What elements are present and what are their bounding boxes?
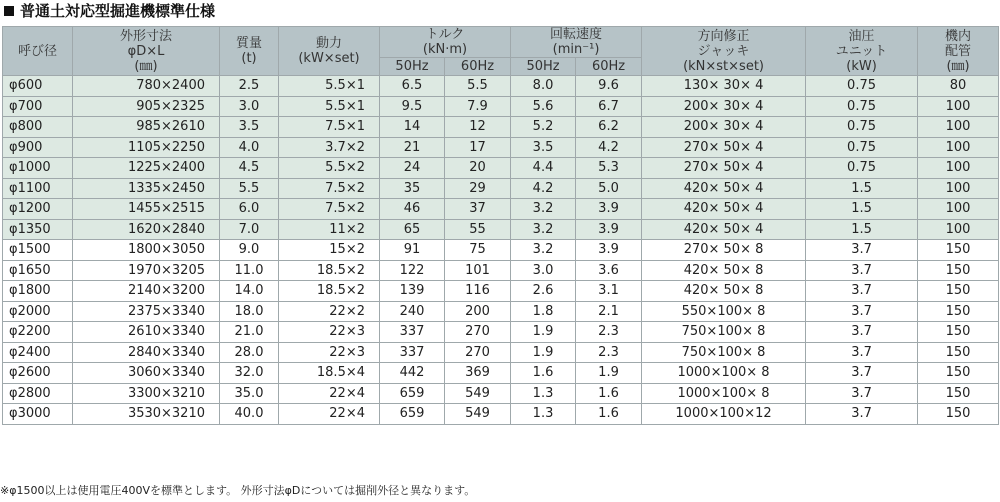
cell-speed-60hz: 1.9 <box>576 363 642 384</box>
table-row <box>3 322 999 343</box>
cell-dimensions: 3060×3340 <box>73 363 220 384</box>
cell-jack: 420× 50× 8 <box>642 260 806 281</box>
cell-speed-50hz: 3.5 <box>511 137 576 158</box>
cell-dimensions: 2375×3340 <box>73 301 220 322</box>
cell-mass: 5.5 <box>220 178 279 199</box>
cell-diameter: φ2600 <box>3 363 73 384</box>
cell-jack: 420× 50× 4 <box>642 199 806 220</box>
cell-dimensions: 780×2400 <box>73 76 220 97</box>
header-oil-unit: 油圧 ユニット (kW) <box>806 27 918 76</box>
cell-jack: 270× 50× 4 <box>642 137 806 158</box>
cell-torque-50hz: 21 <box>380 137 445 158</box>
cell-dimensions: 1970×3205 <box>73 260 220 281</box>
cell-power: 7.5×2 <box>279 199 380 220</box>
cell-torque-60hz: 7.9 <box>445 96 511 117</box>
header-torque: トルク (kN·m) <box>380 27 511 58</box>
cell-torque-50hz: 91 <box>380 240 445 261</box>
cell-diameter: φ1800 <box>3 281 73 302</box>
table-row <box>3 96 999 117</box>
cell-mass: 32.0 <box>220 363 279 384</box>
cell-torque-50hz: 659 <box>380 383 445 404</box>
cell-mass: 28.0 <box>220 342 279 363</box>
cell-diameter: φ1650 <box>3 260 73 281</box>
cell-speed-50hz: 3.0 <box>511 260 576 281</box>
cell-speed-60hz: 6.2 <box>576 117 642 138</box>
cell-diameter: φ1000 <box>3 158 73 179</box>
cell-diameter: φ700 <box>3 96 73 117</box>
table-row <box>3 363 999 384</box>
cell-oil-unit: 3.7 <box>806 301 918 322</box>
cell-power: 11×2 <box>279 219 380 240</box>
cell-power: 15×2 <box>279 240 380 261</box>
cell-speed-60hz: 5.3 <box>576 158 642 179</box>
header-torque-50hz: 50Hz <box>380 58 445 76</box>
cell-torque-50hz: 659 <box>380 404 445 425</box>
cell-dimensions: 1620×2840 <box>73 219 220 240</box>
cell-dimensions: 3300×3210 <box>73 383 220 404</box>
cell-power: 3.7×2 <box>279 137 380 158</box>
cell-speed-50hz: 5.2 <box>511 117 576 138</box>
cell-speed-60hz: 9.6 <box>576 76 642 97</box>
cell-speed-60hz: 5.0 <box>576 178 642 199</box>
cell-torque-60hz: 5.5 <box>445 76 511 97</box>
header-speed: 回転速度 (min⁻¹) <box>511 27 642 58</box>
cell-speed-50hz: 3.2 <box>511 219 576 240</box>
table-row <box>3 219 999 240</box>
cell-oil-unit: 0.75 <box>806 117 918 138</box>
cell-pipe: 150 <box>918 322 999 343</box>
cell-mass: 14.0 <box>220 281 279 302</box>
cell-dimensions: 2610×3340 <box>73 322 220 343</box>
cell-torque-60hz: 369 <box>445 363 511 384</box>
cell-diameter: φ1500 <box>3 240 73 261</box>
cell-torque-60hz: 55 <box>445 219 511 240</box>
cell-pipe: 100 <box>918 158 999 179</box>
cell-diameter: φ1350 <box>3 219 73 240</box>
cell-mass: 4.0 <box>220 137 279 158</box>
cell-jack: 420× 50× 4 <box>642 178 806 199</box>
cell-speed-60hz: 3.6 <box>576 260 642 281</box>
cell-jack: 420× 50× 8 <box>642 281 806 302</box>
cell-diameter: φ900 <box>3 137 73 158</box>
cell-jack: 270× 50× 8 <box>642 240 806 261</box>
cell-pipe: 100 <box>918 117 999 138</box>
cell-power: 18.5×4 <box>279 363 380 384</box>
cell-power: 22×3 <box>279 342 380 363</box>
cell-oil-unit: 3.7 <box>806 383 918 404</box>
cell-torque-50hz: 14 <box>380 117 445 138</box>
cell-jack: 750×100× 8 <box>642 342 806 363</box>
cell-mass: 11.0 <box>220 260 279 281</box>
cell-oil-unit: 3.7 <box>806 363 918 384</box>
header-mass: 質量 (t) <box>220 27 279 76</box>
cell-diameter: φ2200 <box>3 322 73 343</box>
cell-dimensions: 2140×3200 <box>73 281 220 302</box>
cell-mass: 6.0 <box>220 199 279 220</box>
cell-torque-50hz: 442 <box>380 363 445 384</box>
cell-speed-60hz: 3.1 <box>576 281 642 302</box>
table-row <box>3 260 999 281</box>
header-pipe: 機内 配管 (㎜) <box>918 27 999 76</box>
cell-torque-60hz: 29 <box>445 178 511 199</box>
cell-pipe: 150 <box>918 240 999 261</box>
cell-torque-50hz: 139 <box>380 281 445 302</box>
cell-pipe: 150 <box>918 342 999 363</box>
cell-speed-50hz: 1.9 <box>511 322 576 343</box>
cell-torque-50hz: 65 <box>380 219 445 240</box>
cell-pipe: 100 <box>918 219 999 240</box>
cell-dimensions: 3530×3210 <box>73 404 220 425</box>
cell-oil-unit: 3.7 <box>806 260 918 281</box>
cell-speed-50hz: 3.2 <box>511 199 576 220</box>
cell-mass: 9.0 <box>220 240 279 261</box>
cell-jack: 420× 50× 4 <box>642 219 806 240</box>
cell-oil-unit: 3.7 <box>806 322 918 343</box>
cell-power: 22×2 <box>279 301 380 322</box>
cell-pipe: 150 <box>918 260 999 281</box>
cell-jack: 270× 50× 4 <box>642 158 806 179</box>
cell-oil-unit: 3.7 <box>806 281 918 302</box>
cell-diameter: φ2400 <box>3 342 73 363</box>
cell-mass: 4.5 <box>220 158 279 179</box>
cell-power: 7.5×1 <box>279 117 380 138</box>
cell-dimensions: 1335×2450 <box>73 178 220 199</box>
cell-oil-unit: 3.7 <box>806 240 918 261</box>
cell-torque-50hz: 35 <box>380 178 445 199</box>
cell-mass: 3.5 <box>220 117 279 138</box>
cell-pipe: 150 <box>918 404 999 425</box>
table-header <box>3 27 999 76</box>
cell-oil-unit: 0.75 <box>806 137 918 158</box>
cell-mass: 7.0 <box>220 219 279 240</box>
cell-speed-50hz: 4.4 <box>511 158 576 179</box>
cell-pipe: 100 <box>918 137 999 158</box>
cell-torque-60hz: 75 <box>445 240 511 261</box>
cell-torque-60hz: 17 <box>445 137 511 158</box>
table-row <box>3 342 999 363</box>
cell-oil-unit: 3.7 <box>806 342 918 363</box>
cell-torque-50hz: 122 <box>380 260 445 281</box>
cell-torque-50hz: 6.5 <box>380 76 445 97</box>
cell-pipe: 100 <box>918 96 999 117</box>
cell-torque-60hz: 549 <box>445 383 511 404</box>
table-row <box>3 117 999 138</box>
table-row <box>3 404 999 425</box>
cell-oil-unit: 0.75 <box>806 76 918 97</box>
cell-pipe: 150 <box>918 383 999 404</box>
cell-speed-50hz: 1.3 <box>511 383 576 404</box>
cell-speed-50hz: 1.8 <box>511 301 576 322</box>
cell-jack: 550×100× 8 <box>642 301 806 322</box>
cell-torque-60hz: 37 <box>445 199 511 220</box>
cell-power: 22×4 <box>279 383 380 404</box>
cell-speed-60hz: 3.9 <box>576 199 642 220</box>
cell-pipe: 150 <box>918 301 999 322</box>
cell-speed-50hz: 4.2 <box>511 178 576 199</box>
cell-jack: 750×100× 8 <box>642 322 806 343</box>
header-speed-60hz: 60Hz <box>576 58 642 76</box>
cell-speed-60hz: 6.7 <box>576 96 642 117</box>
cell-dimensions: 1225×2400 <box>73 158 220 179</box>
cell-power: 5.5×1 <box>279 96 380 117</box>
footnote: ※φ1500以上は使用電圧400Vを標準とします。 外形寸法φDについては掘削外径と異なります。 <box>0 484 476 497</box>
cell-mass: 35.0 <box>220 383 279 404</box>
cell-diameter: φ600 <box>3 76 73 97</box>
cell-jack: 1000×100× 8 <box>642 363 806 384</box>
cell-mass: 3.0 <box>220 96 279 117</box>
cell-speed-60hz: 3.9 <box>576 219 642 240</box>
cell-jack: 130× 30× 4 <box>642 76 806 97</box>
page-title <box>0 0 1000 22</box>
cell-speed-60hz: 2.3 <box>576 322 642 343</box>
cell-torque-60hz: 200 <box>445 301 511 322</box>
cell-speed-50hz: 3.2 <box>511 240 576 261</box>
cell-torque-60hz: 270 <box>445 322 511 343</box>
cell-speed-60hz: 2.3 <box>576 342 642 363</box>
cell-dimensions: 2840×3340 <box>73 342 220 363</box>
cell-speed-50hz: 1.9 <box>511 342 576 363</box>
cell-power: 22×3 <box>279 322 380 343</box>
cell-pipe: 100 <box>918 199 999 220</box>
cell-diameter: φ2000 <box>3 301 73 322</box>
cell-oil-unit: 3.7 <box>806 404 918 425</box>
cell-torque-60hz: 116 <box>445 281 511 302</box>
cell-oil-unit: 1.5 <box>806 178 918 199</box>
table-row <box>3 137 999 158</box>
table-row <box>3 301 999 322</box>
cell-speed-60hz: 3.9 <box>576 240 642 261</box>
cell-jack: 1000×100× 8 <box>642 383 806 404</box>
square-bullet-icon <box>4 6 14 16</box>
cell-speed-50hz: 1.6 <box>511 363 576 384</box>
header-jack: 方向修正 ジャッキ (kN×st×set) <box>642 27 806 76</box>
cell-torque-50hz: 46 <box>380 199 445 220</box>
table-row <box>3 199 999 220</box>
cell-mass: 21.0 <box>220 322 279 343</box>
cell-power: 18.5×2 <box>279 281 380 302</box>
cell-jack: 200× 30× 4 <box>642 96 806 117</box>
header-diameter: 呼び径 <box>3 27 73 76</box>
cell-speed-50hz: 1.3 <box>511 404 576 425</box>
cell-speed-60hz: 4.2 <box>576 137 642 158</box>
header-power: 動力 (kW×set) <box>279 27 380 76</box>
table-row <box>3 383 999 404</box>
table-row <box>3 281 999 302</box>
table-row <box>3 178 999 199</box>
cell-diameter: φ800 <box>3 117 73 138</box>
cell-pipe: 80 <box>918 76 999 97</box>
cell-power: 5.5×2 <box>279 158 380 179</box>
cell-torque-60hz: 12 <box>445 117 511 138</box>
header-torque-60hz: 60Hz <box>445 58 511 76</box>
table-body <box>3 76 999 425</box>
cell-speed-50hz: 5.6 <box>511 96 576 117</box>
cell-torque-50hz: 337 <box>380 342 445 363</box>
cell-power: 18.5×2 <box>279 260 380 281</box>
cell-torque-60hz: 101 <box>445 260 511 281</box>
cell-diameter: φ1100 <box>3 178 73 199</box>
cell-oil-unit: 0.75 <box>806 158 918 179</box>
title-text: 普通土対応型掘進機標準仕様 <box>20 2 216 20</box>
cell-torque-60hz: 270 <box>445 342 511 363</box>
cell-mass: 40.0 <box>220 404 279 425</box>
cell-diameter: φ3000 <box>3 404 73 425</box>
cell-torque-50hz: 337 <box>380 322 445 343</box>
table-row <box>3 76 999 97</box>
cell-oil-unit: 1.5 <box>806 199 918 220</box>
table-row <box>3 158 999 179</box>
cell-pipe: 100 <box>918 178 999 199</box>
cell-oil-unit: 1.5 <box>806 219 918 240</box>
header-speed-50hz: 50Hz <box>511 58 576 76</box>
cell-power: 22×4 <box>279 404 380 425</box>
cell-jack: 1000×100×12 <box>642 404 806 425</box>
cell-speed-50hz: 2.6 <box>511 281 576 302</box>
cell-torque-50hz: 9.5 <box>380 96 445 117</box>
cell-dimensions: 985×2610 <box>73 117 220 138</box>
cell-dimensions: 905×2325 <box>73 96 220 117</box>
cell-speed-60hz: 1.6 <box>576 383 642 404</box>
cell-dimensions: 1800×3050 <box>73 240 220 261</box>
cell-diameter: φ2800 <box>3 383 73 404</box>
cell-dimensions: 1455×2515 <box>73 199 220 220</box>
cell-mass: 18.0 <box>220 301 279 322</box>
cell-speed-60hz: 2.1 <box>576 301 642 322</box>
header-dimensions: 外形寸法 φD×L (㎜) <box>73 27 220 76</box>
cell-pipe: 150 <box>918 281 999 302</box>
cell-speed-60hz: 1.6 <box>576 404 642 425</box>
cell-torque-50hz: 240 <box>380 301 445 322</box>
cell-torque-60hz: 549 <box>445 404 511 425</box>
cell-oil-unit: 0.75 <box>806 96 918 117</box>
table-row <box>3 240 999 261</box>
cell-jack: 200× 30× 4 <box>642 117 806 138</box>
cell-torque-60hz: 20 <box>445 158 511 179</box>
cell-torque-50hz: 24 <box>380 158 445 179</box>
cell-diameter: φ1200 <box>3 199 73 220</box>
cell-power: 7.5×2 <box>279 178 380 199</box>
cell-dimensions: 1105×2250 <box>73 137 220 158</box>
cell-power: 5.5×1 <box>279 76 380 97</box>
cell-mass: 2.5 <box>220 76 279 97</box>
spec-table <box>2 26 999 425</box>
cell-speed-50hz: 8.0 <box>511 76 576 97</box>
cell-pipe: 150 <box>918 363 999 384</box>
